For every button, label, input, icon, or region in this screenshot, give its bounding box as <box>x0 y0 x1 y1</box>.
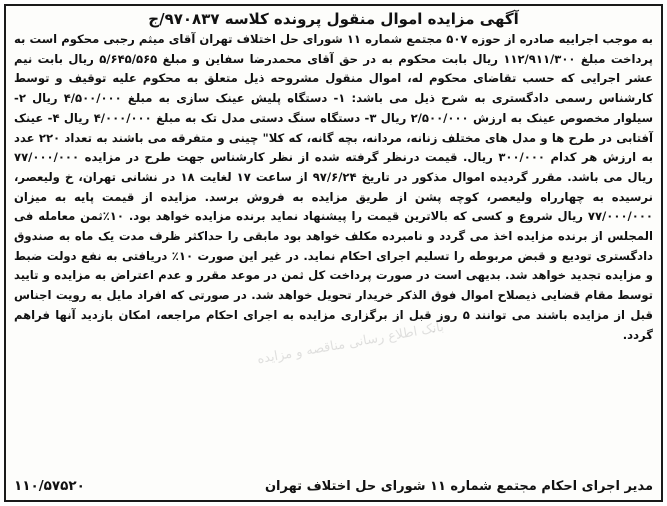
notice-title: آگهی مزایده اموال منقول پرونده کلاسه ۹۷۰۸۳۷/ج <box>148 10 519 28</box>
notice-code: ۱۱۰/۵۷۵۲۰ <box>14 478 85 494</box>
watermark-text: بانک اطلاع رسانی مناقصه و مزایده <box>256 319 446 368</box>
signature-line: مدیر اجرای احکام مجتمع شماره ۱۱ شورای حل اختلاف تهران <box>264 478 653 494</box>
notice-footer <box>14 476 653 496</box>
notice-body: به موجب اجراییه صادره از حوزه ۵۰۷ مجتمع شماره ۱۱ شورای حل اختلاف تهران آقای میثم رجبی محکوم است به پرداخت مبلغ ۱۱۲/۹۱۱/۳۰۰ ریال بابت محکوم به در حق آقای محمدرضا سفاین و مبلغ ۵/۶۴۵/۵۶۵ ریال بابت نیم عشر اجرایی که حسب تقاضای محکوم له، اموال منقول مشروحه ذیل متعلق به محکوم علیه توقیف و توسط کارشناس رسمی دادگستری به شرح ذیل می باشد: ۱- دستگاه پلیش عینک سازی به مبلغ ۴/۵۰۰/۰۰۰ ریال ۲- سیلوار مخصوص عینک به ارزش ۲/۵۰۰/۰۰۰ ریال ۳- دستگاه سنگ دستی مدل تک به مبلغ ۴/۰۰۰/۰۰۰ ریال ۴- عینک آفتابی در طرح ها و مدل های مختلف زنانه، مردانه، بچه گانه، که کلا" چینی و متفرقه می باشند به تعداد ۲۲۰ عدد به ارزش هر کدام ۳۰۰/۰۰۰ ریال. قیمت درنظر گرفته شده از نظر کارشناس جهت طرح در مزایده ۷۷/۰۰۰/۰۰۰ ریال می باشد. مقرر گردیده اموال مذکور در تاریخ ۹۷/۶/۲۴ از ساعت ۱۷ لغایت ۱۸ در نشانی تهران، خ ولیعصر، نرسیده به چهارراه ولیعصر، کوچه پشن از طریق مزایده به فروش برسد. مزایده از قیمت پایه به میزان ۷۷/۰۰۰/۰۰۰ ریال شروع و کسی که بالاترین قیمت را پیشنهاد نماید برنده مزایده خواهد بود. ۱۰٪ثمن معامله فی المجلس از برنده مزایده اخذ می گردد و نامبرده مکلف خواهد بود مابقی را حداکثر ظرف مدت یک ماه به صندوق دادگستری تودیع و قبض مربوطه را تسلیم اجرای احکام نماید. در غیر این صورت ۱۰٪ دریافتی به نفع دولت ضبط و مزایده تجدید خواهد شد. بدیهی است در صورت پرداخت کل ثمن در موعد مقرر و عدم اعتراض به مزایده و تایید توسط مقام قضایی ذیصلاح اموال فوق الذکر خریدار تحویل خواهد شد. در صورتی که افراد مایل به رویت اجناس قبل از مزایده باشند می توانند ۵ روز قبل از برگزاری مزایده به اجرای احکام مراجعه، امکان بازدید آنها فراهم گردد. <box>14 32 654 342</box>
auction-notice <box>4 4 663 502</box>
